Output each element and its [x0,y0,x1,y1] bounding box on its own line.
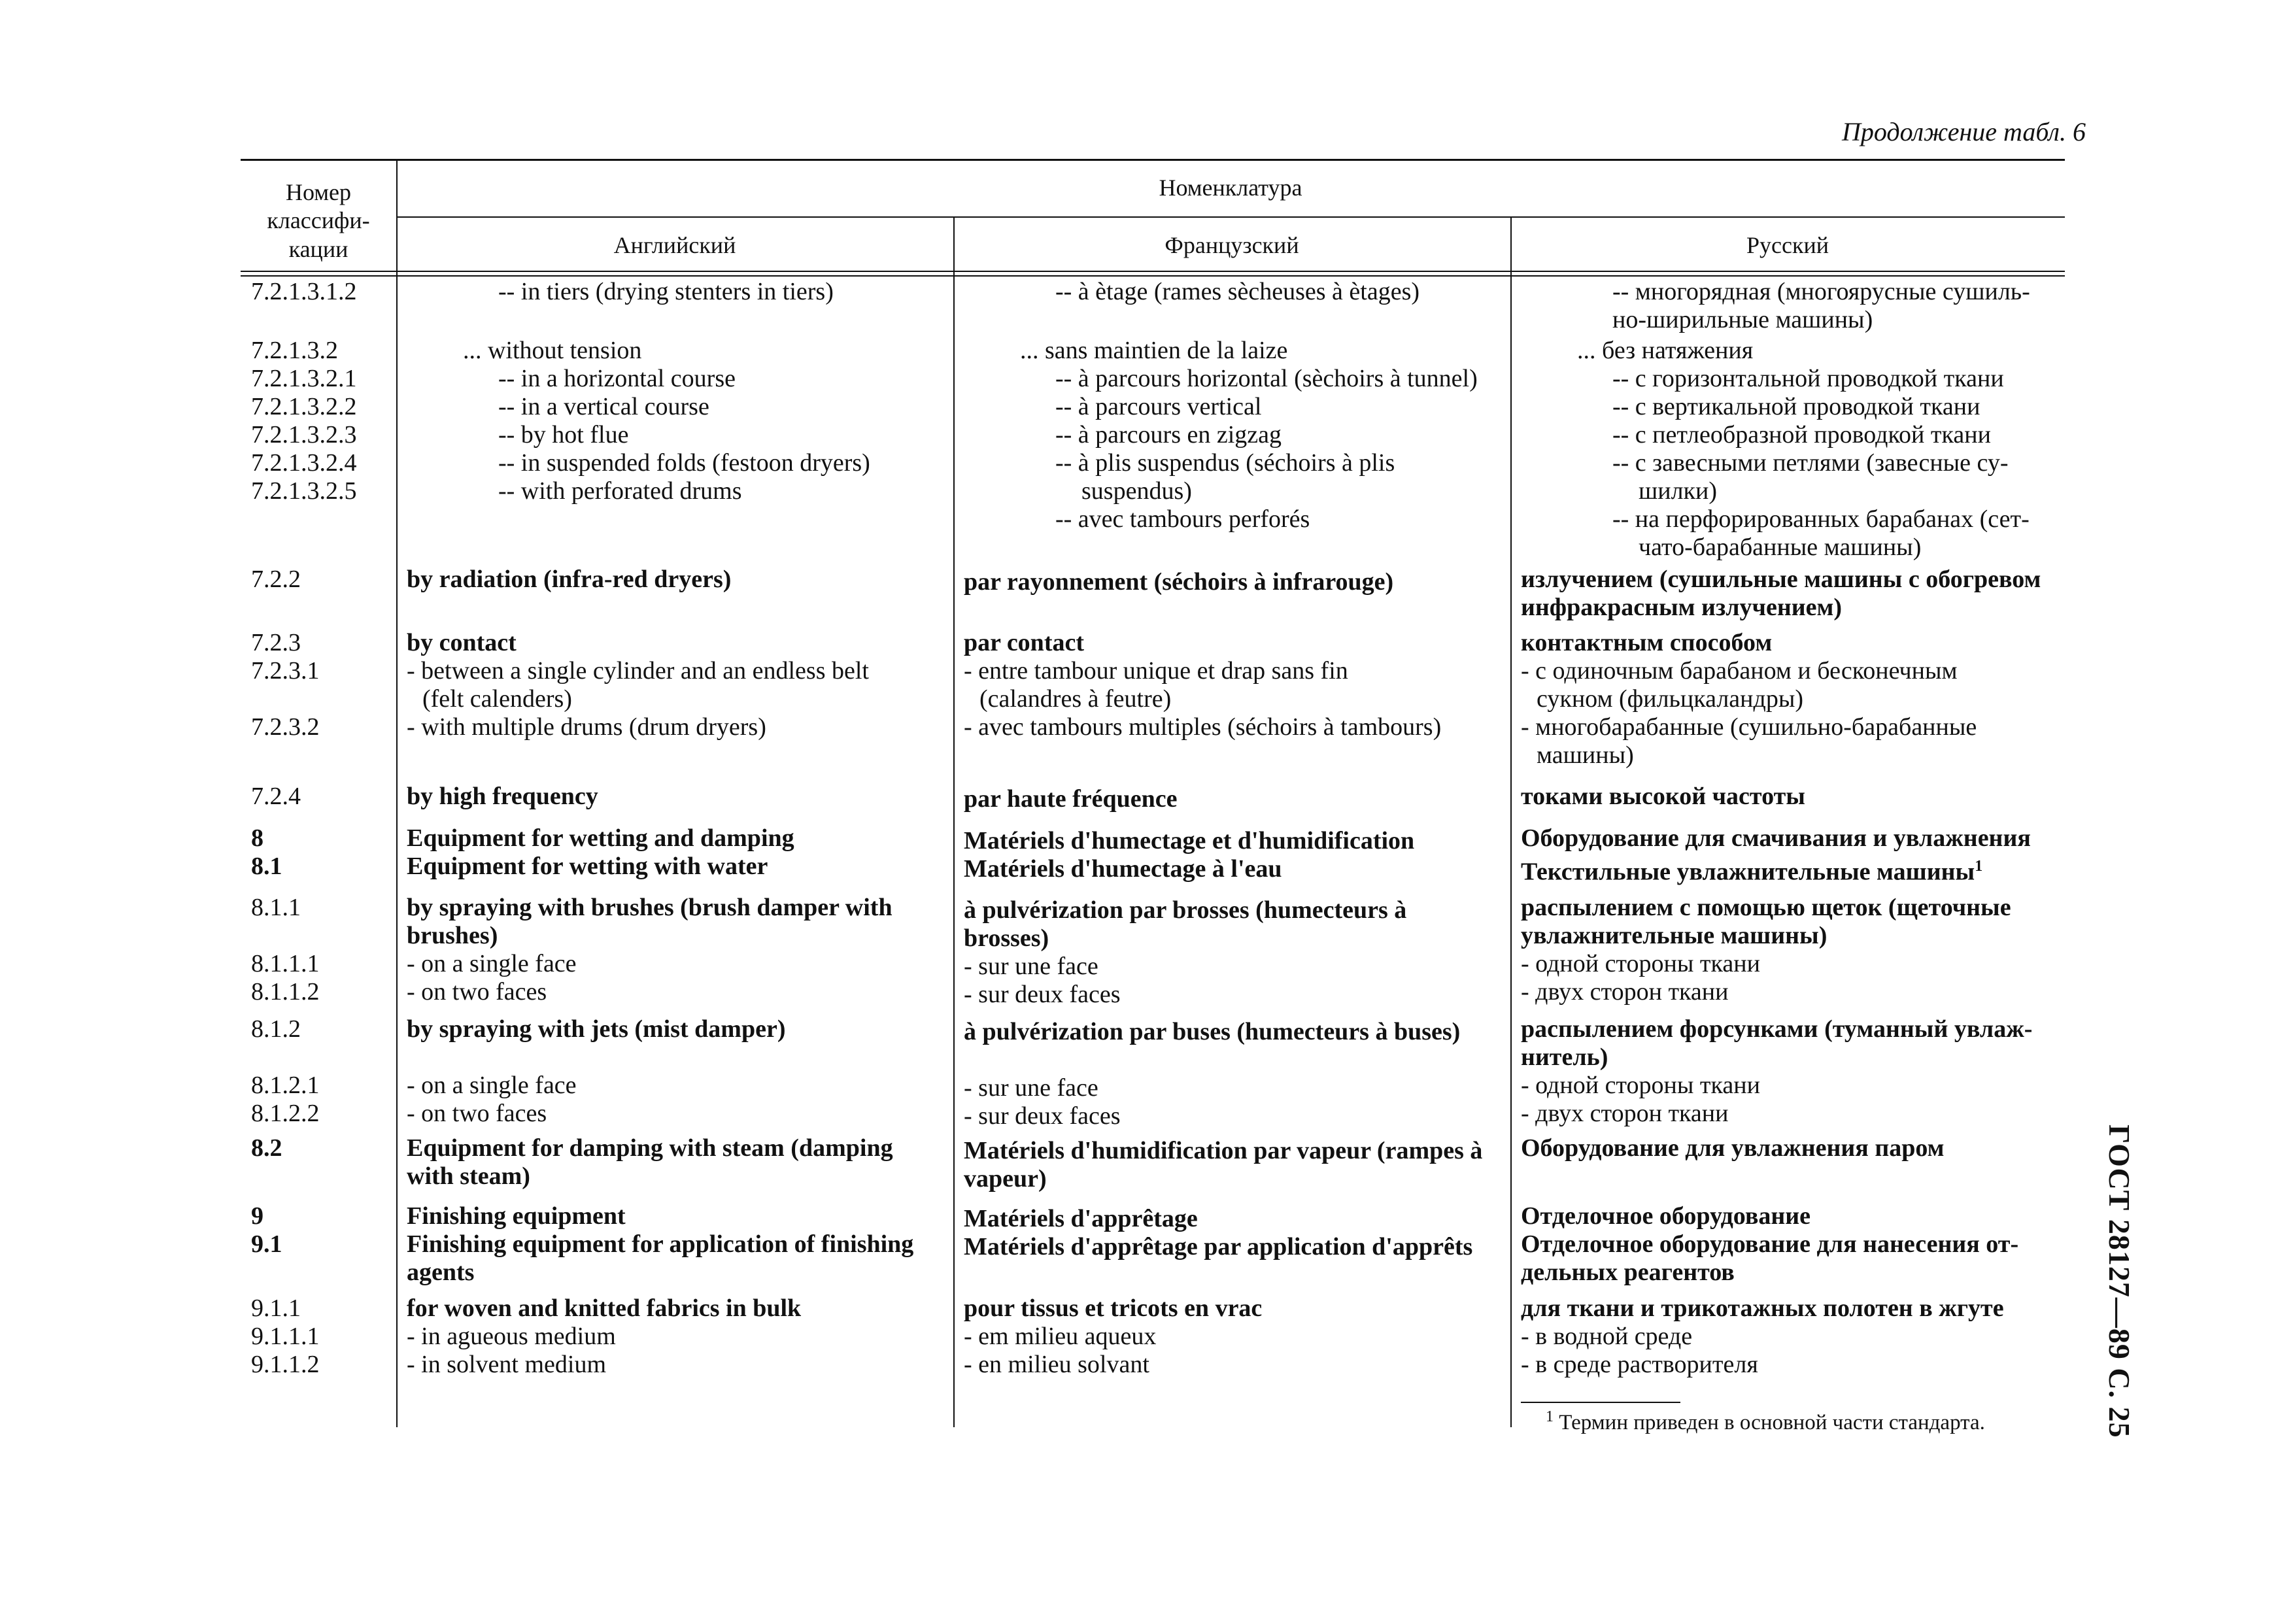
term-line: -- с горизонтальной проводкой ткани [1612,365,2004,392]
term-line: 9.1.1.2 [251,1351,320,1378]
term-line: with steam) [407,1162,530,1190]
term-line: Matériels d'humidification par vapeur (rampes à [964,1137,1483,1164]
russian-term-cell [1521,1015,2062,1128]
term-line: - многобарабанные (сушильно-барабанные [1521,713,1977,741]
table-row [241,278,2065,331]
term-line [251,1043,388,1072]
english-term-cell [407,278,949,306]
term-line: by contact [407,629,517,656]
term-line: - avec tambours multiples (séchoirs à tambours) [964,713,1442,741]
term-line: машины) [1537,741,1634,769]
russian-term-cell [1521,1202,2062,1287]
russian-term-cell [1521,278,2062,334]
term-line: ... без натяжения [1577,337,1754,364]
russian-term-cell [1521,894,2062,1006]
footnote-rule [1521,1402,1680,1403]
term-line: by high frequency [407,783,598,810]
term-line: -- in tiers (drying stenters in tiers) [498,278,834,305]
table-row [241,824,2065,887]
french-term-cell [964,1137,1504,1193]
term-line: 7.2.1.3.2.2 [251,393,357,420]
term-line: 8.1.1.1 [251,950,320,977]
term-line: 8.1.2.1 [251,1072,320,1099]
term-line: Оборудование для смачивания и увлажнения [1521,824,2031,852]
term-line: - on two faces [407,1100,547,1127]
french-term-cell [964,1294,1504,1379]
english-term-cell [407,783,949,811]
footnote-mark: 1 [1546,1408,1554,1425]
term-line: 7.2.2 [251,566,301,593]
class-number-cell [251,337,388,505]
header-number-label: Номер классифи-кации [267,179,370,262]
term-line: 7.2.1.3.2.3 [251,421,357,448]
table-row [241,1294,2065,1381]
term-line: инфракрасным излучением) [1521,594,1843,621]
english-term-cell [407,1202,949,1287]
term-line: излучением (сушильные машины с обогревом [1521,566,2041,593]
term-line: 8.1.1.2 [251,978,320,1006]
term-line: Оборудование для увлажнения паром [1521,1134,1945,1162]
term-line: -- in suspended folds (festoon dryers) [498,449,870,477]
standard-page-label: ГОСТ 28127—89 С. 25 [2103,1125,2136,1438]
term-line: vapeur) [964,1165,1047,1193]
russian-term-cell [1521,783,2062,811]
class-number-cell [251,566,388,594]
term-line: - sur deux faces [964,1102,1121,1130]
class-number-cell [251,1015,388,1128]
english-term-cell [407,1015,949,1128]
term-line: - sur une face [964,1074,1098,1102]
table-header [241,159,2065,274]
header-nomenclature: Номенклатура [1159,175,1302,201]
class-number-cell [251,824,388,881]
french-term-cell [964,337,1504,533]
term-line: 8.1.2.2 [251,1100,320,1127]
term-line [964,1046,1504,1074]
term-line: 7.2.1.3.2.4 [251,449,357,477]
term-line: сукном (фильцкаландры) [1537,685,1803,713]
russian-term-cell [1521,337,2062,562]
term-line: - одной стороны ткани [1521,950,1760,977]
term-line: - sur une face [964,953,1098,980]
term-line: токами высокой частоты [1521,783,1805,810]
term-line: -- с вертикальной проводкой ткани [1612,393,1980,420]
table-row [241,783,2065,815]
term-line: - одной стороны ткани [1521,1072,1760,1099]
term-line: Текстильные увлажнительные машины$^1$ [1521,858,1983,886]
term-line: 9.1.1.1 [251,1323,320,1350]
term-line: 8.1 [251,853,282,880]
term-line: Equipment for wetting with water [407,853,768,880]
term-line: - on two faces [407,978,547,1006]
term-line: шилки) [1639,477,1718,505]
term-line: Equipment for wetting and damping [407,824,794,852]
footnote-reference: 1 [1975,858,1983,875]
term-line: pour tissus et tricots en vrac [964,1294,1263,1322]
french-term-cell [964,827,1504,883]
english-term-cell [407,894,949,1006]
footnote-text [1521,1408,2066,1435]
english-term-cell [407,1294,949,1379]
term-line: by radiation (infra-red dryers) [407,566,732,593]
term-line: brushes) [407,922,498,949]
term-line: - with multiple drums (drum dryers) [407,713,766,741]
term-line: -- à ètage (rames sècheuses à ètages) [1055,278,1420,305]
header-number [241,175,396,267]
term-line: ... sans maintien de la laize [1020,337,1288,364]
french-term-cell [964,1018,1504,1130]
term-line: -- à parcours vertical [1055,393,1262,420]
table-row [241,629,2065,792]
table-row [241,1134,2065,1191]
english-term-cell [407,337,949,505]
term-line: - in solvent medium [407,1351,607,1378]
term-line: 7.2.1.3.1.2 [251,278,357,305]
french-term-cell [964,785,1504,813]
term-line: но-ширильные машины) [1612,306,1873,333]
term-line [251,685,388,713]
term-line: увлажнительные машины) [1521,922,1828,949]
term-line: à pulvérization par brosses (humecteurs à [964,896,1407,924]
french-term-cell [964,896,1504,1009]
term-line: -- by hot flue [498,421,629,448]
term-line: -- à plis suspendus (séchoirs à plis [1055,449,1395,477]
term-line: -- с завесными петлями (завесные су- [1612,449,2009,477]
term-line [251,922,388,950]
french-term-cell [964,1205,1504,1261]
term-line: 8 [251,824,264,852]
term-line: -- многорядная (многоярусные сушиль- [1612,278,2030,305]
term-line: Finishing equipment for application of finishing [407,1230,914,1258]
term-line: -- with perforated drums [498,477,742,505]
term-line: 8.1.1 [251,894,301,921]
term-line: Отделочное оборудование [1521,1202,1811,1230]
french-term-cell [964,278,1504,306]
term-line: par haute fréquence [964,785,1178,813]
russian-term-cell [1521,1134,2062,1162]
term-line: Equipment for damping with steam (damping [407,1134,893,1162]
term-line: (calandres à feutre) [979,685,1172,713]
class-number-cell [251,783,388,811]
term-line: ... without tension [463,337,642,364]
term-line: Matériels d'apprêtage [964,1205,1198,1232]
term-line: -- in a horizontal course [498,365,736,392]
term-line: - двух сторон ткани [1521,978,1729,1006]
table-row [241,894,2065,1018]
term-line: 8.1.2 [251,1015,301,1043]
term-line: 7.2.1.3.2.5 [251,477,357,505]
term-line: par rayonnement (séchoirs à infrarouge) [964,568,1394,596]
term-line: - on a single face [407,1072,577,1099]
term-line: - in agueous medium [407,1323,616,1350]
class-number-cell [251,894,388,1006]
russian-term-cell [1521,824,2062,887]
header-french: Французский [1164,232,1299,259]
term-line: -- с петлеобразной проводкой ткани [1612,421,1991,448]
table-row [241,566,2065,622]
class-number-cell [251,1294,388,1379]
term-line: для ткани и трикотажных полотен в жгуте [1521,1294,2004,1322]
russian-term-cell [1521,629,2062,770]
term-line: нитель) [1521,1043,1608,1071]
french-term-cell [964,568,1504,596]
term-line: - двух сторон ткани [1521,1100,1729,1127]
term-line: - sur deux faces [964,981,1121,1008]
english-term-cell [407,629,949,741]
term-line: 7.2.4 [251,783,301,810]
term-line: 7.2.1.3.2.1 [251,365,357,392]
term-line: -- à parcours horizontal (sèchoirs à tunnel) [1055,365,1478,392]
continuation-note: Продолжение табл. 6 [1841,117,2086,146]
term-line: дельных реагентов [1521,1259,1735,1286]
english-term-cell [407,824,949,881]
class-number-cell [251,629,388,741]
term-line: 9.1.1 [251,1294,301,1322]
term-line [407,1043,949,1072]
term-line: 7.2.3.2 [251,713,320,741]
term-line: -- на перфорированных барабанах (сет- [1612,505,2030,533]
term-line: - в водной среде [1521,1323,1693,1350]
term-line: (felt calenders) [422,685,572,713]
term-line: - em milieu aqueux [964,1323,1157,1350]
term-line: Finishing equipment [407,1202,626,1230]
english-term-cell [407,1134,949,1191]
term-line: 8.2 [251,1134,282,1162]
term-line: - between a single cylinder and an endless belt [407,657,869,685]
term-line: Matériels d'humectage à l'eau [964,855,1282,883]
russian-term-cell [1521,566,2062,622]
term-line: Отделочное оборудование для нанесения от- [1521,1230,2019,1258]
term-line: à pulvérization par buses (humecteurs à buses) [964,1018,1461,1045]
class-number-cell [251,1202,388,1259]
table-row [241,1015,2065,1140]
term-line: распылением с помощью щеток (щеточные [1521,894,2011,921]
term-line: 7.2.1.3.2 [251,337,338,364]
class-number-cell [251,278,388,306]
term-line: контактным способом [1521,629,1773,656]
term-line: Matériels d'apprêtage par application d'apprêts [964,1233,1473,1260]
term-line: 9.1 [251,1230,282,1258]
term-line: - с одиночным барабаном и бесконечным [1521,657,1958,685]
english-term-cell [407,566,949,594]
term-line: agents [407,1259,475,1286]
footnote [1521,1402,2066,1435]
term-line: - on a single face [407,950,577,977]
term-line: 7.2.3 [251,629,301,656]
term-line: 7.2.3.1 [251,657,320,685]
table-row [241,337,2065,561]
term-line: by spraying with jets (mist damper) [407,1015,786,1043]
french-term-cell [964,629,1504,741]
term-line: распылением форсунками (туманный увлаж- [1521,1015,2033,1043]
term-line: 9 [251,1202,264,1230]
term-line: Matériels d'humectage et d'humidification [964,827,1415,854]
term-line: -- avec tambours perforés [1055,505,1310,533]
class-number-cell [251,1134,388,1162]
term-line: par contact [964,629,1084,656]
term-line: -- in a vertical course [498,393,709,420]
term-line: - en milieu solvant [964,1351,1149,1378]
term-line: brosses) [964,924,1049,952]
term-line: suspendus) [1081,477,1192,505]
term-line: for woven and knitted fabrics in bulk [407,1294,802,1322]
term-line: by spraying with brushes (brush damper with [407,894,892,921]
header-double-rule [241,271,2065,277]
term-line: чато-барабанные машины) [1639,533,1922,561]
header-russian: Русский [1746,232,1829,259]
term-line: - entre tambour unique et drap sans fin [964,657,1348,685]
table-row [241,1202,2065,1289]
header-english: Английский [613,232,736,259]
term-line: -- à parcours en zigzag [1055,421,1282,448]
footnote-body: Термин приведен в основной части стандарта. [1559,1411,1985,1434]
term-line: - в среде растворителя [1521,1351,1758,1378]
russian-term-cell [1521,1294,2062,1379]
